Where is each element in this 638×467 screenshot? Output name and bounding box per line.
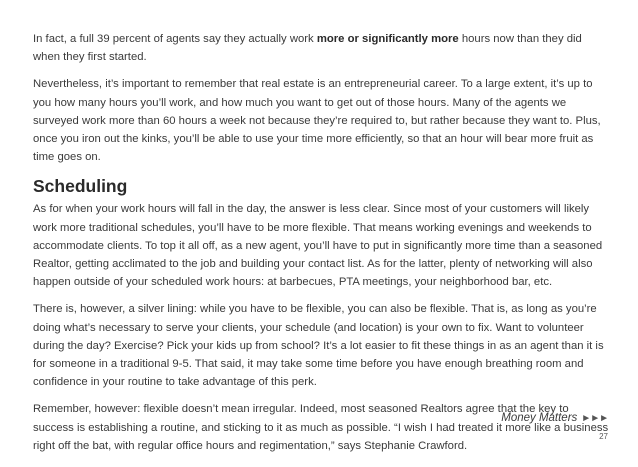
triple-arrow-icon: ►►► <box>581 413 608 424</box>
paragraph-silver-lining: There is, however, a silver lining: while you have to be flexible, you can also be flexible. That is, as long as you’re doing what’s necessary to serve your clients, your schedule (and location) is your own to fix. Want to volunteer during the day? Exercise? Pick your kids up from school? It’s a lot easier to fit these things in as an agent than it is for someone in a traditional 9-5. That said, it may take some time before you have enough breathing room and confidence in your routine to take advantage of this perk. <box>33 303 604 389</box>
paragraph-intro <box>33 30 611 66</box>
paragraph-work-hours: As for when your work hours will fall in the day, the answer is less clear. Since most of your customers will likely work more traditional schedules, you’ll have to be more flexible. That means working evenings and weekends to accommodate clients. To top it all off, as a new agent, you’ll have to put in significantly more time than a seasoned Realtor, getting acclimated to the job and building your contact list. As for the latter, plenty of networking will also happen outside of your scheduled work hours: at barbecues, PTA meetings, your neighborhood bar, etc. <box>33 203 603 289</box>
intro-text: In fact, a full 39 percent of agents say they actually work <box>33 33 317 45</box>
paragraph-entrepreneurial: Nevertheless, it’s important to remember that real estate is an entrepreneurial career. To a large extent, it’s up to you how many hours you’ll work, and how much you want to get out of those hours. Many of the agents we surveyed work more than 60 hours a week not because they’re required to, but rather because they want to. Plus, once you iron out the kinks, you’ll be able to use your time more efficiently, so that an hour will bear more fruit as time goes on. <box>33 78 601 164</box>
paragraph-routine: Remember, however: flexible doesn’t mean irregular. Indeed, most seasoned Realtors agree that the key to success is establishing a routine, and sticking to it as much as possible. “I wish I had treated it more like a business right off the bat, with regular office hours and regimentation,” says Stephanie Crawford. <box>33 403 609 452</box>
footer-section-title: Money Matters <box>501 412 578 424</box>
page-number: 27 <box>599 432 608 441</box>
document-body <box>33 30 611 464</box>
section-heading-scheduling: Scheduling <box>33 176 128 197</box>
footer-section-label <box>501 412 608 424</box>
intro-text-end: hours now than they did when they first started. <box>33 33 582 64</box>
intro-emphasis: more or significantly more <box>316 33 459 45</box>
